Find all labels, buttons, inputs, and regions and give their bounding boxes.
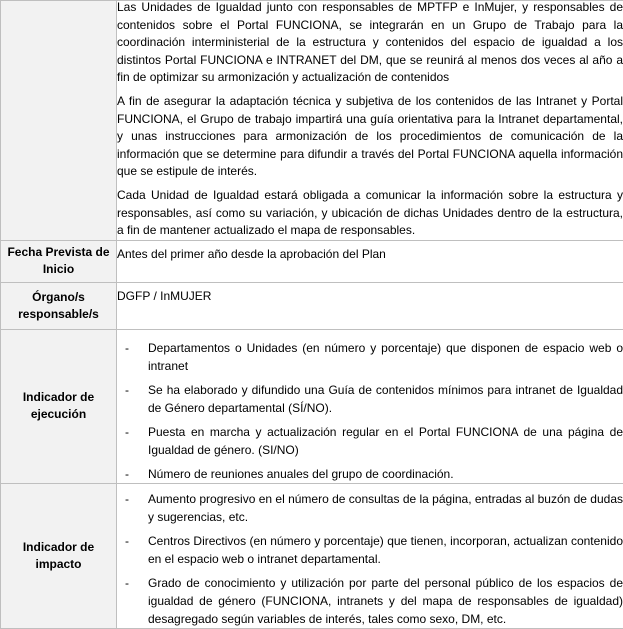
description-cell	[117, 1, 623, 241]
start-date-row	[1, 240, 623, 282]
list-item-text: Número de reuniones anuales del grupo de coordinación.	[148, 467, 454, 481]
execution-indicator-cell	[117, 329, 623, 483]
list-item-text: Departamentos o Unidades (en número y porcentaje) que disponen de espacio web o intranet	[148, 341, 623, 373]
dash-bullet: -	[125, 423, 129, 441]
dash-bullet: -	[125, 490, 129, 508]
execution-indicator-list	[117, 339, 623, 483]
list-item	[117, 423, 623, 459]
list-item	[117, 574, 623, 628]
execution-indicator-row	[1, 329, 623, 483]
description-paragraph-2: A fin de asegurar la adaptación técnica y subjetiva de los contenidos de las Intranet y Portal FUNCIONA, el Grupo de trabajo impartirá una guía orientativa para la Intranet departamental, y unas instrucciones para armonización de los procedimientos de comunicación de la información que se determine para difundir a través del Portal FUNCIONA aquella información que se estipule de interés.	[117, 93, 623, 181]
description-paragraph-1: Las Unidades de Igualdad junto con responsables de MPTFP e InMujer, y responsables de contenidos sobre el Portal FUNCIONA, se integrarán en un Grupo de Trabajo para la coordinación interministerial de la estructura y contenidos del espacio de igualdad a los distintos Portal FUNCIONA e INTRANET del DM, que se reunirá al menos dos veces al año a fin de optimizar su armonización y actualización de contenidos	[117, 0, 623, 87]
responsible-value-cell	[117, 282, 623, 329]
list-item-text: Aumento progresivo en el número de consultas de la página, entradas al buzón de dudas y sugerencias, etc.	[148, 492, 623, 524]
list-item-text: Se ha elaborado y difundido una Guía de contenidos mínimos para intranet de Igualdad de Género departamental (SÍ/NO).	[148, 383, 623, 415]
start-date-value: Antes del primer año desde la aprobación del Plan	[117, 246, 623, 264]
dash-bullet: -	[125, 532, 129, 550]
impact-indicator-list	[117, 490, 623, 628]
dash-bullet: -	[125, 381, 129, 399]
responsible-label: Órgano/s responsable/s	[1, 282, 117, 329]
impact-indicator-label: Indicador de impacto	[1, 483, 117, 628]
list-item	[117, 381, 623, 417]
impact-indicator-cell	[117, 483, 623, 628]
dash-bullet: -	[125, 465, 129, 483]
description-row	[1, 1, 623, 241]
execution-indicator-label: Indicador de ejecución	[1, 329, 117, 483]
responsible-row	[1, 282, 623, 329]
list-item	[117, 339, 623, 375]
impact-indicator-row	[1, 483, 623, 628]
list-item	[117, 532, 623, 568]
description-label-cell	[1, 1, 117, 241]
list-item	[117, 490, 623, 526]
list-item-text: Puesta en marcha y actualización regular en el Portal FUNCIONA de una página de Igualdad de género. (SI/NO)	[148, 425, 623, 457]
dash-bullet: -	[125, 574, 129, 592]
dash-bullet: -	[125, 339, 129, 357]
start-date-value-cell	[117, 240, 623, 282]
list-item	[117, 465, 623, 483]
responsible-value: DGFP / InMUJER	[117, 288, 623, 306]
list-item-text: Centros Directivos (en número y porcentaje) que tienen, incorporan, actualizan contenido en el espacio web o intranet departamental.	[148, 534, 623, 566]
description-paragraph-3: Cada Unidad de Igualdad estará obligada a comunicar la información sobre la estructura y responsables, así como su variación, y ubicación de dichas Unidades dentro de la estructura, a fin de mantener actualizado el mapa de responsables.	[117, 187, 623, 240]
start-date-label: Fecha Prevista de Inicio	[1, 240, 117, 282]
list-item-text: Grado de conocimiento y utilización por parte del personal público de los espacios de igualdad de género (FUNCIONA, intranets y del mapa de responsables de igualdad) desagregado según variables de interés, tales como sexo, DM, etc.	[148, 576, 623, 626]
